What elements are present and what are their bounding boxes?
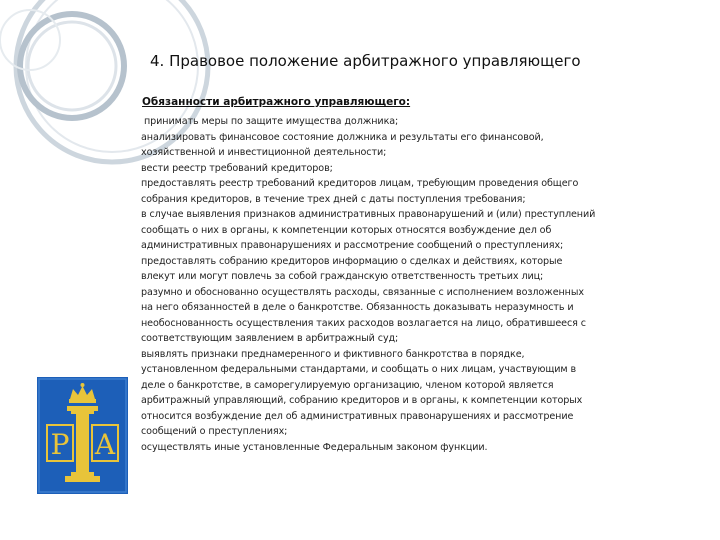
text-line: необоснованность осуществления таких расходов возлагается на лицо, обратившееся с — [141, 317, 586, 329]
text-line: предоставлять реестр требований кредиторов лицам, требующим проведения общего — [141, 178, 579, 189]
emblem-logo — [37, 377, 128, 494]
text-line: в случае выявления признаков административных правонарушений и (или) преступлений — [141, 209, 596, 220]
text-line: административных правонарушениях и рассмотрение сообщений о преступлениях; — [141, 240, 564, 251]
text-line: собрания кредиторов, в течение трех дней с даты поступления требования; — [141, 193, 526, 205]
ring-small-inner — [28, 22, 116, 110]
text-line: разумно и обоснованно осуществлять расходы, связанные с исполнением возложенных — [141, 286, 584, 298]
text-line: соответствующим заявлением в арбитражный суд; — [141, 333, 399, 344]
duties-text — [141, 114, 707, 455]
text-line: сообщать о них в органы, к компетенции которых относятся возбуждение дел об — [141, 224, 552, 236]
text-line: принимать меры по защите имущества должника; — [144, 116, 399, 127]
text-line: хозяйственной и инвестиционной деятельности; — [141, 147, 387, 158]
slide-title: 4. Правовое положение арбитражного управляющего — [150, 52, 581, 70]
text-line: относится возбуждение дел об административных правонарушениях и рассмотрение — [141, 410, 574, 422]
text-line: вести реестр требований кредиторов; — [141, 162, 333, 174]
text-line: сообщений о преступлениях; — [141, 426, 288, 437]
section-subtitle: Обязанности арбитражного управляющего: — [142, 96, 411, 108]
text-line: арбитражный управляющий, собранию кредиторов и в органы, к компетенции которых — [141, 395, 583, 406]
text-line: на него обязанностей в деле о банкротстве. Обязанность доказывать неразумность и — [141, 302, 574, 313]
text-line: установленном федеральными стандартами, и сообщать о них лицам, участвующим в — [141, 364, 577, 375]
text-line: деле о банкротстве, в саморегулируемую организацию, членом которой является — [141, 379, 554, 391]
text-line: предоставлять собранию кредиторов информацию о сделках и действиях, которые — [141, 255, 563, 267]
text-line: анализировать финансовое состояние должника и результаты его финансовой, — [141, 131, 544, 143]
text-line: осуществлять иные установленные Федеральным законом функции. — [141, 441, 488, 453]
text-line: выявлять признаки преднамеренного и фиктивного банкротства в порядке, — [141, 348, 525, 360]
logo-letter-r: Р — [50, 428, 70, 461]
logo-letter-a: А — [94, 428, 116, 461]
text-line: влекут или могут повлечь за собой гражданскую ответственность третьих лиц; — [141, 271, 544, 282]
ring-small-outer — [20, 14, 124, 118]
